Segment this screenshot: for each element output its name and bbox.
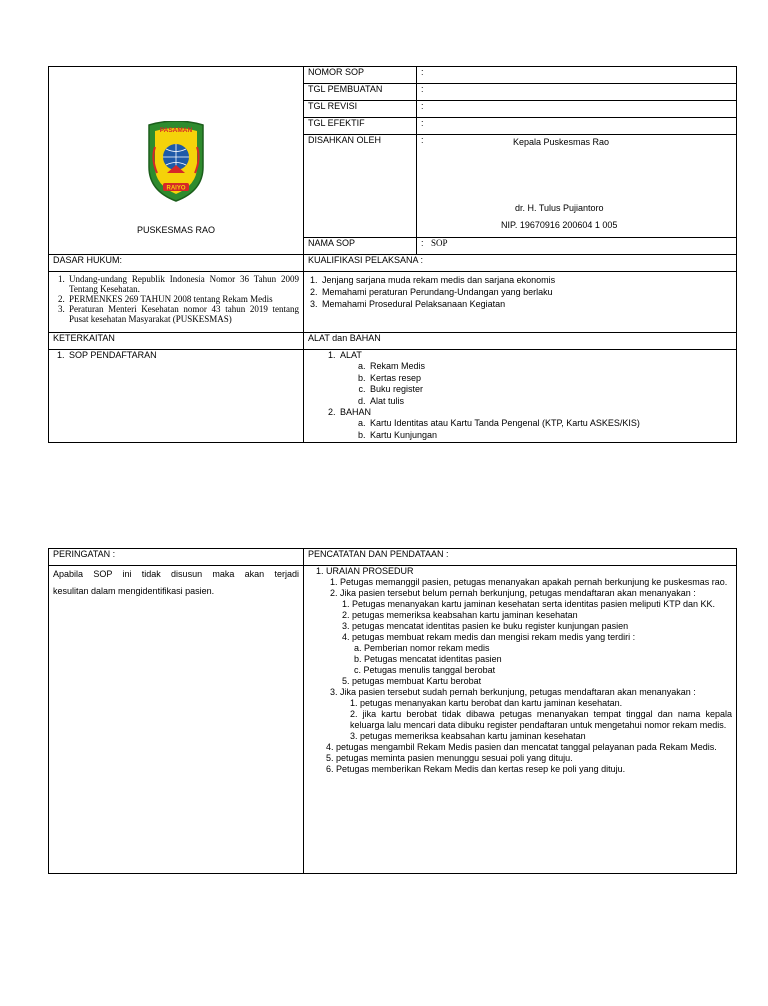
- tgl-revisi-label: TGL REVISI: [304, 101, 417, 118]
- disahkan-colon: :: [421, 135, 424, 145]
- step-4: 4. petugas mengambil Rekam Medis pasien dan mencatat tanggal pelayanan pada Rekam Medis.: [326, 742, 717, 752]
- pencatatan-body: [304, 566, 737, 874]
- step-2-5: 5. petugas membuat Kartu berobat: [342, 676, 482, 686]
- step-6: 6. Petugas memberikan Rekam Medis dan kertas resep ke poli yang dituju.: [326, 764, 626, 774]
- kualifikasi-list-cell: [304, 272, 737, 333]
- step-2: 2. Jika pasien tersebut belum pernah berkunjung, petugas mendaftaran akan menanyakan :: [330, 588, 696, 598]
- tgl-efektif-value: :: [417, 118, 737, 135]
- keterkaitan-title: KETERKAITAN: [49, 333, 304, 350]
- peringatan-text: [49, 566, 304, 874]
- disahkan-oleh-value: [417, 135, 737, 238]
- step-3-2: 2. jika kartu berobat tidak dibawa petugas menanyakan tempat tinggal dan nama kepala keluarga lalu mencari data dibuku register pendaftaran untuk mengetahui nomor rekam medis.: [350, 709, 732, 730]
- sop-procedure-table: [48, 548, 737, 874]
- step-2-4c: c. Petugas menulis tanggal berobat: [354, 665, 496, 675]
- dasar-hukum-title: DASAR HUKUM:: [49, 255, 304, 272]
- alat-group: [338, 350, 732, 407]
- sop-header-table: [48, 66, 737, 443]
- alat-bahan-list: [308, 350, 732, 441]
- dasar-hukum-item: 3. Peraturan Menteri Kesehatan nomor 43 tahun 2019 tentang Pusat kesehatan Masyarakat (PUSKESMAS): [67, 304, 299, 324]
- dasar-hukum-list-cell: [49, 272, 304, 333]
- alat-item: a. Rekam Medis: [368, 361, 732, 372]
- kualifikasi-list: [308, 274, 732, 310]
- nomor-sop-value: :: [417, 67, 737, 84]
- keterkaitan-list-cell: [49, 350, 304, 443]
- dasar-hukum-item: 2. PERMENKES 269 TAHUN 2008 tentang Rekam Medis: [67, 294, 299, 304]
- pasaman-logo-icon: [145, 121, 207, 203]
- step-2-2: 2. petugas memeriksa keabsahan kartu jaminan kesehatan: [342, 610, 578, 620]
- approver-title: Kepala Puskesmas Rao: [513, 137, 610, 147]
- peringatan-line: kesulitan dalam mengidentifikasi pasien.: [53, 586, 215, 596]
- step-2-1: 1. Petugas menanyakan kartu jaminan kesehatan serta identitas pasien meliputi KTP dan KK.: [342, 599, 716, 609]
- nama-sop-label: NAMA SOP: [304, 238, 417, 255]
- step-3-3: 3. petugas memeriksa keabsahan kartu jaminan kesehatan: [350, 731, 586, 741]
- kualifikasi-item: 1. Jenjang sarjana muda rekam medis dan sarjana ekonomis: [320, 274, 732, 286]
- keterkaitan-list: [53, 350, 299, 362]
- alat-item: b. Kertas resep: [368, 373, 732, 384]
- peringatan-title: PERINGATAN :: [49, 549, 304, 566]
- step-3-1: 1. petugas menanyakan kartu berobat dan kartu jaminan kesehatan.: [350, 698, 623, 708]
- nama-sop-colon: :: [421, 238, 424, 248]
- step-3: 3. Jika pasien tersebut sudah pernah berkunjung, petugas mendaftaran akan menanyakan :: [330, 687, 696, 697]
- uraian-label: 1. URAIAN PROSEDUR: [316, 566, 414, 576]
- kualifikasi-item: 3. Memahami Prosedural Pelaksanaan Kegiatan: [320, 298, 732, 310]
- step-2-4: 4. petugas membuat rekam medis dan mengisi rekam medis yang terdiri :: [342, 632, 636, 642]
- bahan-item: a. Kartu Identitas atau Kartu Tanda Pengenal (KTP, Kartu ASKES/KIS): [368, 418, 732, 429]
- nama-sop-text: SOP: [431, 238, 448, 248]
- approver-name: dr. H. Tulus Pujiantoro: [515, 203, 604, 213]
- alat-bahan-list-cell: [304, 350, 737, 443]
- kualifikasi-item: 2. Memahami peraturan Perundang-Undangan yang berlaku: [320, 286, 732, 298]
- step-2-3: 3. petugas mencatat identitas pasien ke buku register kunjungan pasien: [342, 621, 629, 631]
- bahan-items: [340, 418, 732, 441]
- peringatan-line: Apabila SOP ini tidak disusun maka akan terjadi: [53, 569, 299, 579]
- tgl-pembuatan-value: :: [417, 84, 737, 101]
- alat-item: c. Buku register: [368, 384, 732, 395]
- logo-cell: [49, 67, 304, 255]
- svg-text:PASAMAN: PASAMAN: [159, 127, 193, 134]
- step-2-4a: a. Pemberian nomor rekam medis: [354, 643, 490, 653]
- approver-nip: NIP. 19670916 200604 1 005: [501, 220, 618, 230]
- alat-bahan-title: ALAT dan BAHAN: [304, 333, 737, 350]
- step-2-4b: b. Petugas mencatat identitas pasien: [354, 654, 502, 664]
- step-5: 5. petugas meminta pasien menunggu sesuai poli yang dituju.: [326, 753, 573, 763]
- dasar-hukum-item: 1. Undang-undang Republik Indonesia Nomor 36 Tahun 2009 Tentang Kesehatan.: [67, 274, 299, 294]
- step-1: 1. Petugas memanggil pasien, petugas menanyakan apakah pernah berkunjung ke puskesmas rao.: [330, 577, 728, 587]
- disahkan-oleh-label: DISAHKAN OLEH: [304, 135, 417, 238]
- nomor-sop-label: NOMOR SOP: [304, 67, 417, 84]
- svg-text:RAIYO: RAIYO: [166, 185, 186, 192]
- bahan-label: BAHAN: [340, 407, 372, 418]
- org-name: PUSKESMAS RAO: [136, 225, 216, 235]
- nama-sop-value: [417, 238, 737, 255]
- alat-label: ALAT: [340, 350, 362, 360]
- keterkaitan-item: 1. SOP PENDAFTARAN: [67, 350, 299, 362]
- tgl-revisi-value: :: [417, 101, 737, 118]
- tgl-efektif-label: TGL EFEKTIF: [304, 118, 417, 135]
- kualifikasi-title: KUALIFIKASI PELAKSANA :: [304, 255, 737, 272]
- tgl-pembuatan-label: TGL PEMBUATAN: [304, 84, 417, 101]
- bahan-group: [338, 407, 732, 441]
- dasar-hukum-list: [53, 274, 299, 324]
- alat-item: d. Alat tulis: [368, 396, 732, 407]
- pencatatan-title: PENCATATAN DAN PENDATAAN :: [304, 549, 737, 566]
- bahan-item: b. Kartu Kunjungan: [368, 430, 732, 441]
- alat-items: [340, 361, 732, 407]
